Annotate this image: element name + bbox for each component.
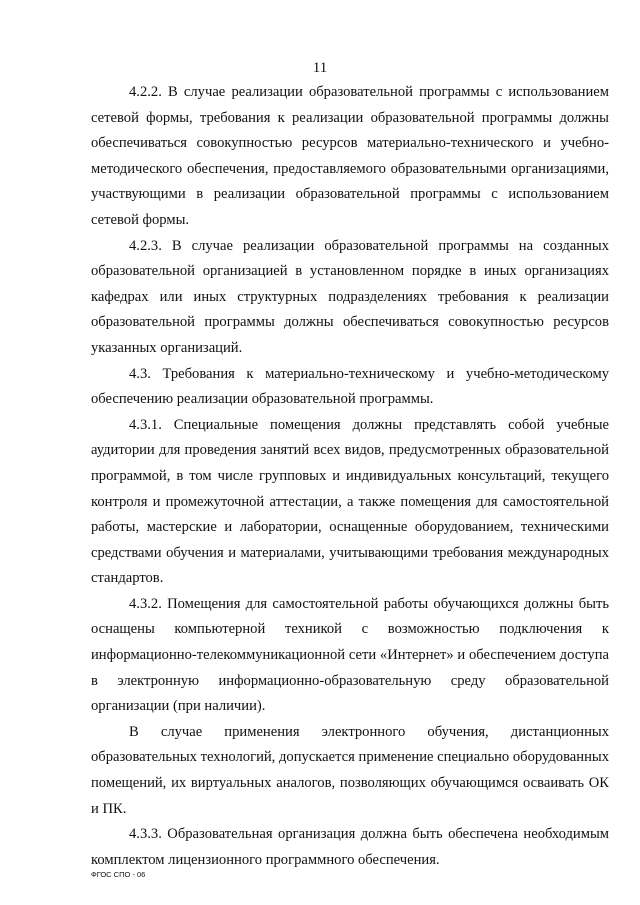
paragraph-4-3-2: 4.3.2. Помещения для самостоятельной работы обучающихся должны быть оснащены компьютерной техникой с возможностью подключения к информационно-телекоммуникационной сети «Интернет» и обеспечением доступа в электронную информационно-образовательную среду образовательной организации (при наличии). bbox=[91, 595, 609, 715]
paragraph-4-2-2: 4.2.2. В случае реализации образовательной программы с использованием сетевой формы, требования к реализации образовательной программы должны обеспечиваться совокупностью ресурсов материально-технического и учебно-методического обеспечения, предоставляемого образовательными организациями, участвующими в реализации образовательной программы с использованием сетевой формы. bbox=[91, 84, 609, 228]
footer-label: ФГОС СПО - 06 bbox=[91, 870, 146, 879]
paragraph-4-3-3: 4.3.3. Образовательная организация должна быть обеспечена необходимым комплектом лицензионного программного обеспечения. bbox=[91, 826, 609, 868]
paragraph-4-3-1: 4.3.1. Специальные помещения должны представлять собой учебные аудитории для проведения занятий всех видов, предусмотренных образовательной программой, в том числе групповых и индивидуальных консультаций, текущего контроля и промежуточной аттестации, а также помещения для самостоятельной работы, мастерские и лаборатории, оснащенные оборудованием, техническими средствами обучения и материалами, учитывающими требования международных стандартов. bbox=[91, 416, 609, 587]
page-number: 11 bbox=[312, 60, 328, 76]
document-body bbox=[91, 80, 609, 873]
paragraph-elearning: В случае применения электронного обучения, дистанционных образовательных технологий, допускается применение специально оборудованных помещений, их виртуальных аналогов, позволяющих обучающимся осваивать ОК и ПК. bbox=[91, 723, 609, 817]
paragraph-4-3: 4.3. Требования к материально-техническому и учебно-методическому обеспечению реализации образовательной программы. bbox=[91, 365, 609, 408]
paragraph-4-2-3: 4.2.3. В случае реализации образовательной программы на созданных образовательной организацией в установленном порядке в иных организациях кафедрах или иных структурных подразделениях требования к реализации образовательной программы должны обеспечиваться совокупностью ресурсов указанных организаций. bbox=[91, 237, 609, 356]
